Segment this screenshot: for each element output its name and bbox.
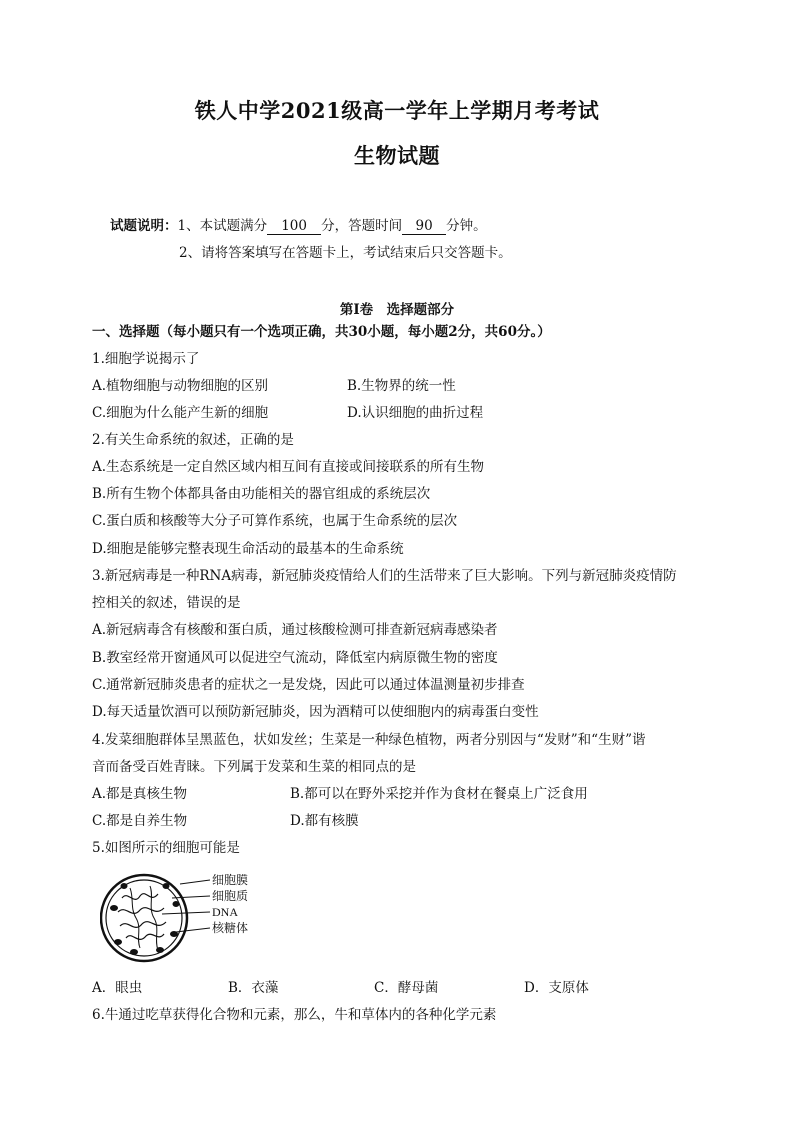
question-stem-cont: 控相关的叙述，错误的是 bbox=[92, 595, 241, 611]
figure-label-dna: DNA bbox=[212, 905, 238, 919]
instructions-text: 1、本试题满分 bbox=[177, 218, 268, 234]
question-stem: 5.如图所示的细胞可能是 bbox=[92, 840, 240, 856]
full-score-value: 100 bbox=[267, 218, 321, 235]
cell-diagram bbox=[100, 868, 260, 968]
option-d: D.认识细胞的曲折过程 bbox=[347, 405, 484, 421]
option-a: A.新冠病毒含有核酸和蛋白质，通过核酸检测可排查新冠病毒感染者 bbox=[92, 622, 498, 638]
figure-label-membrane: 细胞膜 bbox=[212, 873, 249, 887]
question-stem: 4.发菜细胞群体呈黑蓝色，状如发丝；生菜是一种绿色植物，两者分别因与“发财”和“生财”谐 bbox=[92, 732, 646, 748]
option-a: A．眼虫 bbox=[92, 980, 143, 996]
instructions-text: 分，答题时间 bbox=[321, 218, 403, 234]
instructions-label: 试题说明： bbox=[110, 218, 178, 234]
time-value: 90 bbox=[402, 218, 446, 235]
option-d: D．支原体 bbox=[524, 980, 589, 996]
option-c: C．酵母菌 bbox=[374, 980, 439, 996]
option-a: A.植物细胞与动物细胞的区别 bbox=[92, 378, 269, 394]
instructions-line-1 bbox=[110, 218, 487, 235]
instructions-text: 分钟。 bbox=[446, 218, 487, 234]
option-c: C.细胞为什么能产生新的细胞 bbox=[92, 405, 269, 421]
option-c: C.蛋白质和核酸等大分子可算作系统，也属于生命系统的层次 bbox=[92, 513, 458, 529]
section-title: 第Ⅰ卷 选择题部分 bbox=[339, 302, 455, 318]
option-b: B．衣藻 bbox=[228, 980, 279, 996]
question-stem: 6.牛通过吃草获得化合物和元素，那么，牛和草体内的各种化学元素 bbox=[92, 1007, 497, 1023]
instructions-line-2: 2、请将答案填写在答题卡上，考试结束后只交答题卡。 bbox=[179, 245, 512, 261]
question-stem: 3.新冠病毒是一种RNA病毒，新冠肺炎疫情给人们的生活带来了巨大影响。下列与新冠肺炎疫情防 bbox=[92, 568, 677, 584]
question-stem-cont: 音而备受百姓青睐。下列属于发菜和生菜的相同点的是 bbox=[92, 759, 416, 775]
question-stem: 2.有关生命系统的叙述，正确的是 bbox=[92, 432, 294, 448]
section-heading: 一、选择题（每小题只有一个选项正确，共30小题，每小题2分，共60分。） bbox=[92, 324, 551, 340]
exam-subtitle: 生物试题 bbox=[354, 143, 440, 168]
question-stem: 1.细胞学说揭示了 bbox=[92, 351, 200, 367]
option-a: A.生态系统是一定自然区域内相互间有直接或间接联系的所有生物 bbox=[92, 459, 485, 475]
exam-title: 铁人中学2021级高一学年上学期月考考试 bbox=[194, 98, 600, 123]
figure-label-cytoplasm: 细胞质 bbox=[212, 889, 249, 903]
option-d: D.都有核膜 bbox=[290, 813, 359, 829]
option-c: C.通常新冠肺炎患者的症状之一是发烧，因此可以通过体温测量初步排查 bbox=[92, 677, 525, 693]
option-c: C.都是自养生物 bbox=[92, 813, 188, 829]
option-a: A.都是真核生物 bbox=[92, 786, 188, 802]
figure-label-ribosome: 核糖体 bbox=[212, 921, 249, 935]
option-b: B.生物界的统一性 bbox=[347, 378, 456, 394]
option-b: B.教室经常开窗通风可以促进空气流动，降低室内病原微生物的密度 bbox=[92, 650, 498, 666]
option-b: B.所有生物个体都具备由功能相关的器官组成的系统层次 bbox=[92, 486, 431, 502]
option-d: D.每天适量饮酒可以预防新冠肺炎，因为酒精可以使细胞内的病毒蛋白变性 bbox=[92, 704, 539, 720]
option-d: D.细胞是能够完整表现生命活动的最基本的生命系统 bbox=[92, 541, 404, 557]
option-b: B.都可以在野外采挖并作为食材在餐桌上广泛食用 bbox=[290, 786, 588, 802]
